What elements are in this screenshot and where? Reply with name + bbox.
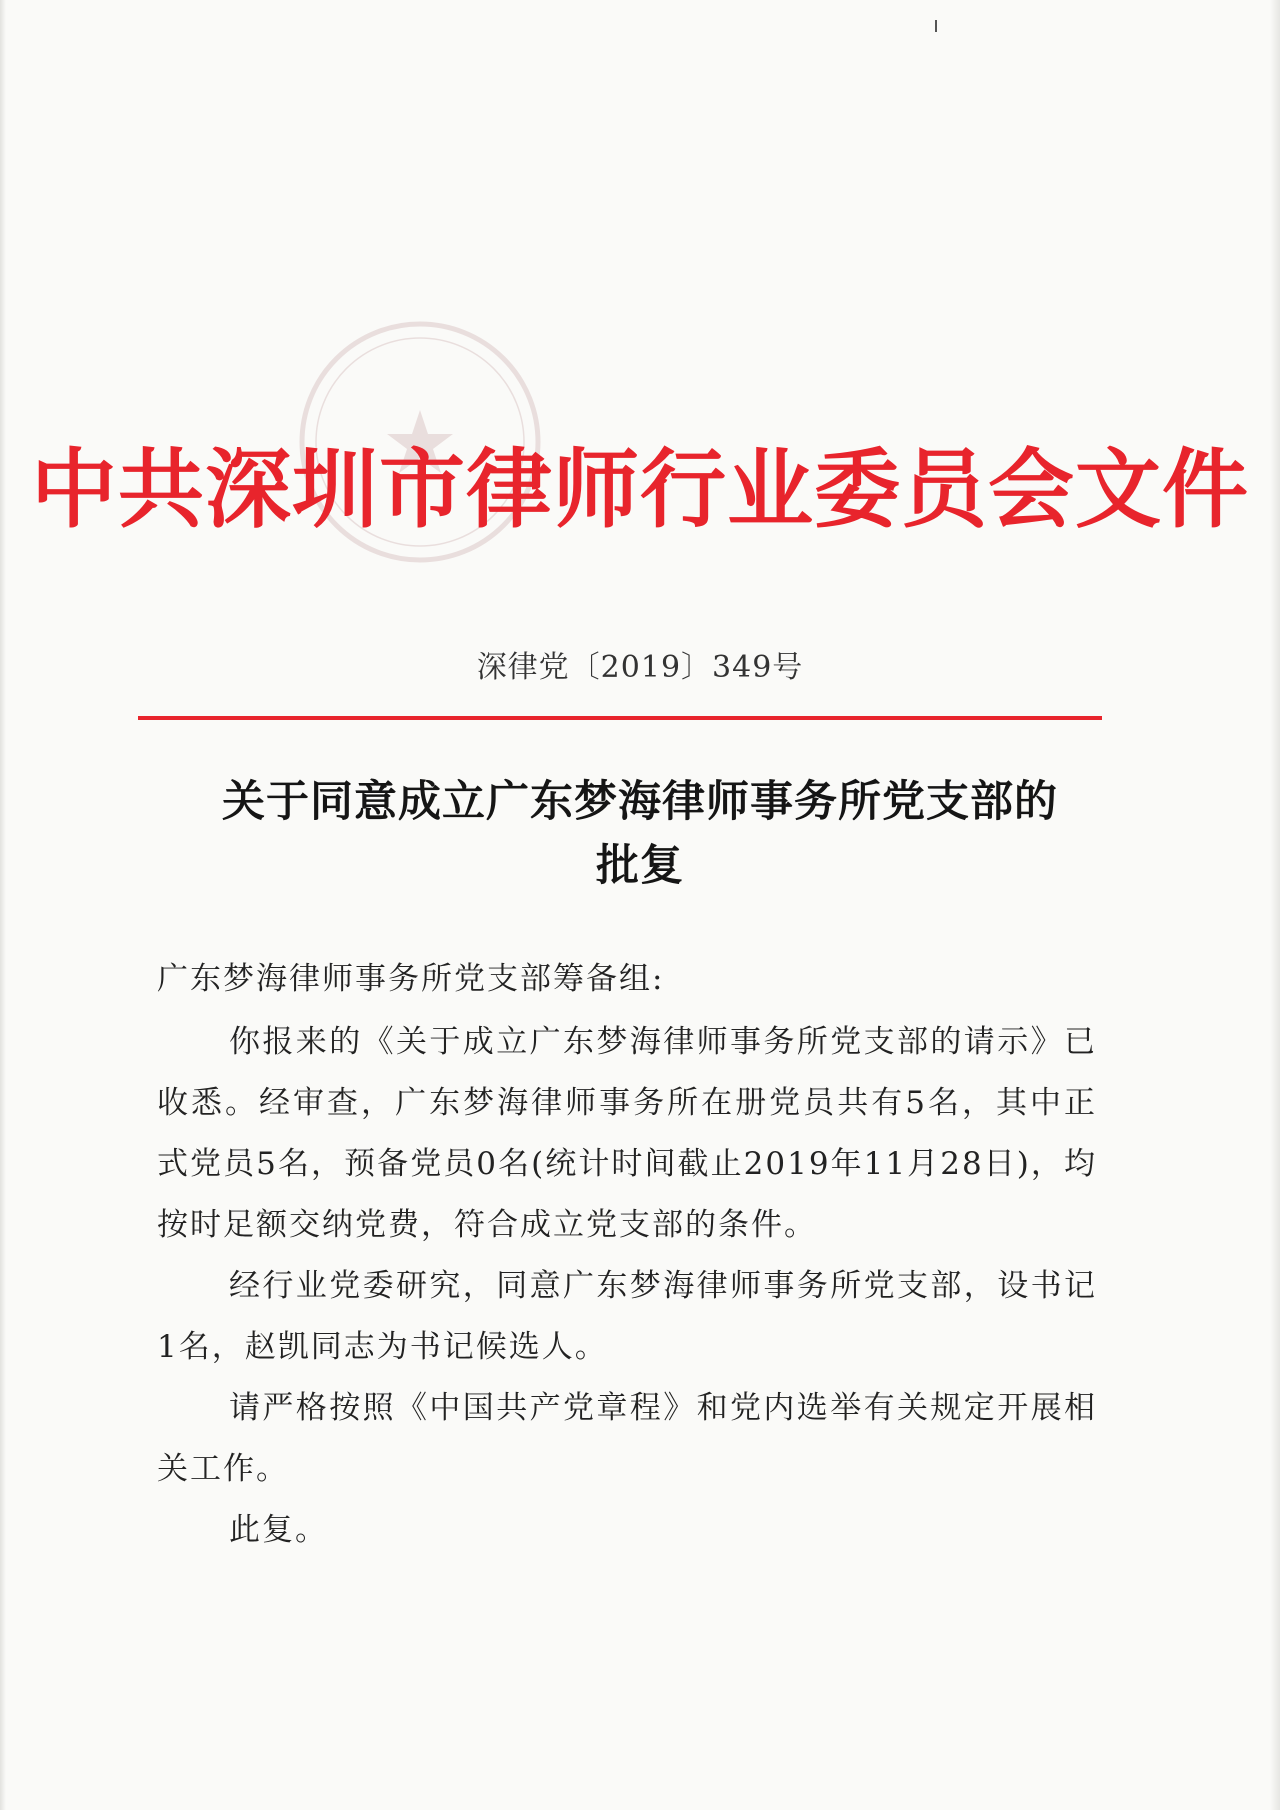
body-paragraph-2: 经行业党委研究，同意广东梦海律师事务所党支部，设书记1名，赵凯同志为书记候选人。	[157, 1268, 1097, 1365]
document-title-line-1: 关于同意成立广东梦海律师事务所党支部的	[222, 777, 1058, 827]
red-divider-line	[138, 716, 1102, 720]
scan-edge-left	[0, 0, 6, 1810]
body-paragraph-3: 请严格按照《中国共产党章程》和党内选举有关规定开展相关工作。	[157, 1390, 1097, 1487]
document-title	[0, 770, 1280, 898]
scan-edge-right	[1270, 0, 1280, 1810]
body-paragraph-1: 你报来的《关于成立广东梦海律师事务所党支部的请示》已收悉。经审查，广东梦海律师事务所在册党员共有5名，其中正式党员5名，预备党员0名(统计时间截止2019年11月28日)，均按时足额交纳党费，符合成立党支部的条件。	[157, 1024, 1097, 1243]
document-title-line-2: 批复	[596, 841, 684, 891]
salutation: 广东梦海律师事务所党支部筹备组:	[157, 961, 665, 997]
issuer-header: 中共深圳市律师行业委员会文件	[31, 440, 1249, 540]
scan-mark	[935, 20, 937, 32]
document-number: 深律党〔2019〕349号	[476, 650, 804, 685]
closing-line: 此复。	[229, 1512, 328, 1548]
